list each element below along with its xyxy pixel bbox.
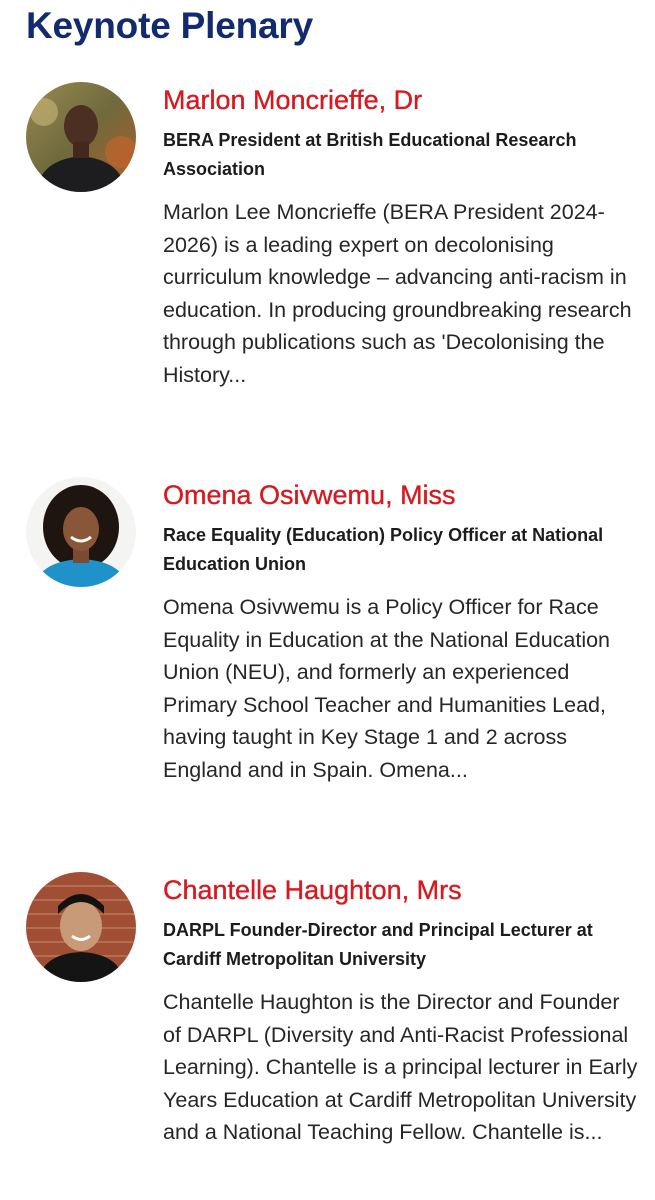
speaker-photo-chantelle [26,872,136,982]
speaker-bio: Omena Osivwemu is a Policy Officer for Race Equality in Education at the National Education Union (NEU), and formerly an experienced Primary School Teacher and Humanities Lead, having taught in Key Stage 1 and 2 across England and in Spain. Omena... [163,595,611,782]
avatar[interactable] [26,872,136,982]
speaker-photo-marlon [26,82,136,192]
speaker-role: BERA President at British Educational Research Association [163,130,577,179]
speaker-name[interactable]: Omena Osivwemu, Miss [163,480,456,510]
speaker-name[interactable]: Marlon Moncrieffe, Dr [163,85,423,115]
speaker-name[interactable]: Chantelle Haughton, Mrs [163,875,462,905]
avatar[interactable] [26,82,136,192]
speaker-role: DARPL Founder-Director and Principal Lecturer at Cardiff Metropolitan University [163,920,593,969]
speaker-role: Race Equality (Education) Policy Officer at National Education Union [163,525,604,574]
speaker-photo-omena [26,477,136,587]
speaker-bio: Marlon Lee Moncrieffe (BERA President 2024-2026) is a leading expert on decolonising curriculum knowledge – advancing anti-racism in education. In producing groundbreaking research through publications such as 'Decolonising the History... [163,200,632,387]
page-title: Keynote Plenary [26,5,313,46]
speaker-bio: Chantelle Haughton is the Director and Founder of DARPL (Diversity and Anti-Racist Professional Learning). Chantelle is a principal lecturer in Early Years Education at Cardiff Metropolitan University and a National Teaching Fellow. Chantelle is... [163,990,638,1144]
avatar[interactable] [26,477,136,587]
